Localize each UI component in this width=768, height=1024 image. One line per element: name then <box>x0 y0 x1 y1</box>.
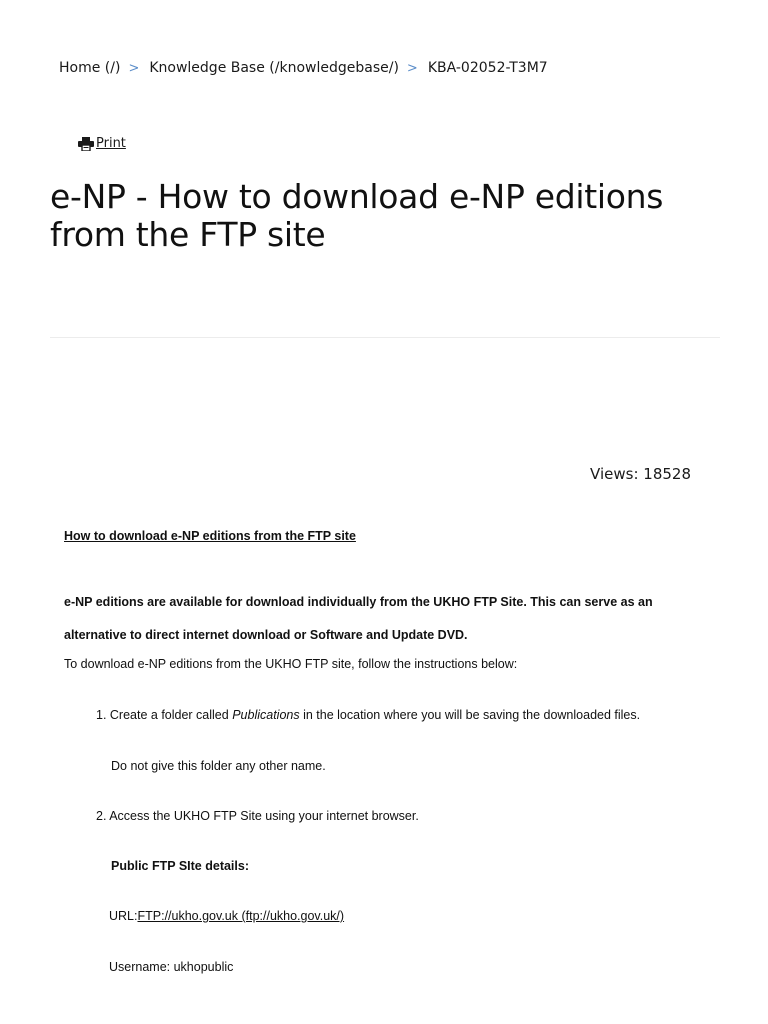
breadcrumb <box>59 60 548 76</box>
printer-icon <box>78 137 94 151</box>
step-1-folder-name: Publications <box>232 708 300 722</box>
breadcrumb-knowledge-base-link[interactable]: Knowledge Base (/knowledgebase/) <box>149 60 399 76</box>
step-1-suffix: in the location where you will be saving the downloaded files. <box>299 708 641 722</box>
breadcrumb-separator: > <box>406 60 418 76</box>
breadcrumb-current: KBA-02052-T3M7 <box>427 60 548 76</box>
step-1-prefix: 1. Create a folder called <box>96 708 233 722</box>
step-2: 2. Access the UKHO FTP Site using your internet browser. <box>96 809 419 823</box>
step-1 <box>96 708 640 722</box>
ftp-details-heading: Public FTP SIte details: <box>111 859 249 873</box>
page-title: e-NP - How to download e-NP editions from the FTP site <box>50 177 664 254</box>
ftp-username: Username: ukhopublic <box>109 960 234 974</box>
url-label: URL: <box>109 909 138 923</box>
intro-line-2: alternative to direct internet download or Software and Update DVD. <box>64 628 468 642</box>
title-divider <box>50 337 720 338</box>
breadcrumb-home-link[interactable]: Home (/) <box>59 60 121 76</box>
views-count: Views: 18528 <box>590 465 691 483</box>
instructions-text: To download e-NP editions from the UKHO FTP site, follow the instructions below: <box>64 657 518 671</box>
step-1-note: Do not give this folder any other name. <box>111 759 326 773</box>
article-heading: How to download e-NP editions from the FTP site <box>64 529 356 543</box>
intro-line-1: e-NP editions are available for download individually from the UKHO FTP Site. This can serve as an <box>64 595 653 609</box>
ftp-url-row <box>109 909 344 923</box>
ftp-url-link[interactable]: FTP://ukho.gov.uk (ftp://ukho.gov.uk/) <box>137 909 345 923</box>
print-label: Print <box>96 136 126 151</box>
print-link[interactable] <box>78 136 126 151</box>
breadcrumb-separator: > <box>128 60 140 76</box>
